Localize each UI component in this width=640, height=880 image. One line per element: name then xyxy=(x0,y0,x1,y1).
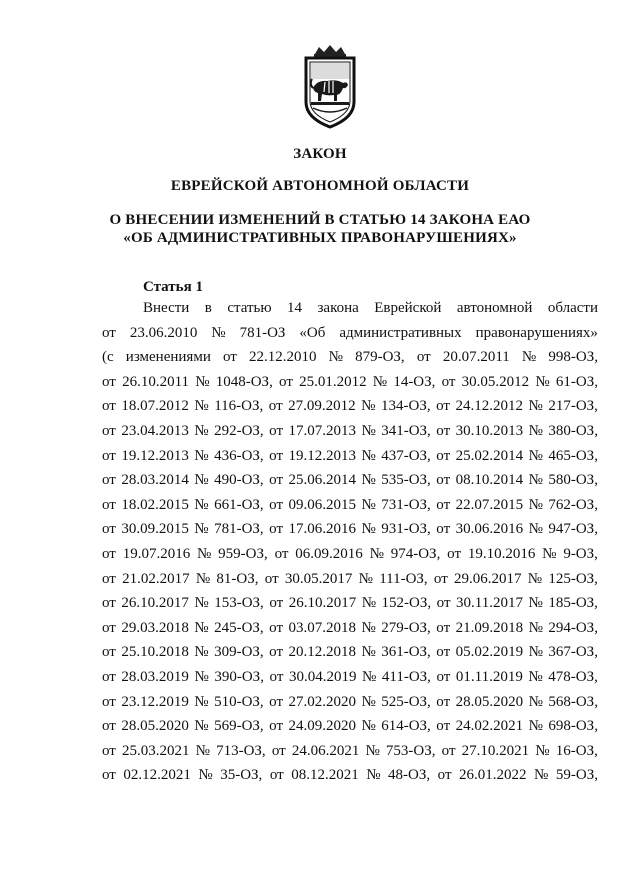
body-word: № xyxy=(528,693,543,710)
body-word: 27.09.2012 xyxy=(288,398,356,415)
body-word: 24.02.2021 xyxy=(455,718,524,735)
body-word: от xyxy=(269,718,283,735)
body-word: 510-ОЗ, xyxy=(214,693,264,710)
body-word: от xyxy=(436,619,451,636)
body-word: 20.07.2011 xyxy=(442,349,510,366)
body-word: от xyxy=(269,496,283,513)
body-word: 367-ОЗ, xyxy=(548,644,598,661)
body-word: 19.07.2016 xyxy=(122,545,191,562)
body-line xyxy=(102,665,598,690)
body-word: 569-ОЗ, xyxy=(214,718,264,735)
body-word: 361-ОЗ, xyxy=(381,644,431,661)
body-word: 35-ОЗ, xyxy=(220,767,263,784)
coat-of-arms-icon xyxy=(301,44,359,130)
body-word: № xyxy=(361,718,376,735)
body-word: «Об xyxy=(299,324,326,341)
body-word: № xyxy=(361,398,376,415)
body-word: 713-ОЗ, xyxy=(216,742,266,759)
body-word: № xyxy=(372,373,388,390)
body-word: № xyxy=(528,496,543,513)
body-word: 17.06.2016 xyxy=(288,521,356,538)
body-line xyxy=(102,616,598,641)
body-word: 153-ОЗ, xyxy=(214,595,264,612)
body-word: 16-ОЗ, xyxy=(555,742,598,759)
body-line xyxy=(102,640,598,665)
body-word: 437-ОЗ, xyxy=(381,447,431,464)
body-word: № xyxy=(528,595,543,612)
body-word: 30.05.2017 xyxy=(284,570,353,587)
body-word: (с xyxy=(102,349,114,366)
body-word: 279-ОЗ, xyxy=(381,619,431,636)
body-word: 134-ОЗ, xyxy=(381,398,431,415)
law-title-line-1: О ВНЕСЕНИИ ИЗМЕНЕНИЙ В СТАТЬЮ 14 ЗАКОНА ЕАО xyxy=(109,212,531,228)
body-line xyxy=(102,591,598,616)
body-word: от xyxy=(269,767,284,784)
body-word: 06.09.2016 xyxy=(295,545,363,562)
body-line xyxy=(102,567,598,592)
body-word: от xyxy=(437,767,452,784)
body-line xyxy=(102,739,598,764)
body-word: 111-ОЗ, xyxy=(379,570,428,587)
body-word: от xyxy=(223,349,237,366)
body-word: 05.02.2019 xyxy=(455,644,524,661)
body-word: 30.11.2017 xyxy=(456,595,523,612)
body-word: от xyxy=(441,742,456,759)
body-word: № xyxy=(369,545,384,562)
body-word: от xyxy=(102,545,116,562)
body-word: 19.10.2016 xyxy=(467,545,536,562)
body-word: № xyxy=(361,496,376,513)
body-word: от xyxy=(102,496,116,513)
body-word: № xyxy=(194,644,209,661)
body-word: № xyxy=(542,545,557,562)
body-word: от xyxy=(102,693,116,710)
body-line xyxy=(102,517,598,542)
body-word: № xyxy=(194,447,209,464)
body-word: № xyxy=(197,545,212,562)
body-word: от xyxy=(102,422,116,439)
body-word: от xyxy=(102,767,116,784)
body-word: 490-ОЗ, xyxy=(214,472,264,489)
body-word: 292-ОЗ, xyxy=(214,422,264,439)
body-word: от xyxy=(269,644,283,661)
body-word: № xyxy=(198,767,213,784)
body-word: от xyxy=(102,373,116,390)
body-word: 26.10.2017 xyxy=(121,595,189,612)
body-word: 48-ОЗ, xyxy=(388,767,431,784)
body-line xyxy=(102,296,598,321)
body-word: от xyxy=(102,718,116,735)
body-word: № xyxy=(528,422,543,439)
body-word: закона xyxy=(317,300,359,316)
body-word: изменениями xyxy=(125,349,211,366)
body-word: от xyxy=(269,668,284,685)
body-line xyxy=(102,394,598,419)
body-word: от xyxy=(447,545,462,562)
body-word: от xyxy=(102,324,116,341)
body-word: № xyxy=(194,521,209,538)
body-word: № xyxy=(361,595,377,612)
body-word: 28.03.2019 xyxy=(121,668,189,685)
body-word: 661-ОЗ, xyxy=(214,496,264,513)
body-word: от xyxy=(102,668,116,685)
body-word: 974-ОЗ, xyxy=(390,545,441,562)
body-word: 411-ОЗ, xyxy=(381,668,431,685)
body-word: 18.02.2015 xyxy=(121,496,189,513)
body-word: № xyxy=(528,668,543,685)
body-word: 25.02.2014 xyxy=(455,447,524,464)
body-word: № xyxy=(528,644,543,661)
article-body xyxy=(102,296,598,788)
body-line xyxy=(102,468,598,493)
body-word: от xyxy=(269,472,283,489)
body-word: № xyxy=(528,521,543,538)
body-word: 436-ОЗ, xyxy=(214,447,264,464)
body-word: от xyxy=(279,373,293,390)
body-word: 116-ОЗ, xyxy=(214,398,264,415)
body-word: 614-ОЗ, xyxy=(381,718,431,735)
body-word: от xyxy=(269,422,283,439)
body-word: от xyxy=(433,570,448,587)
body-word: 21.09.2018 xyxy=(455,619,524,636)
body-line xyxy=(102,444,598,469)
body-word: автономной xyxy=(456,300,533,316)
body-word: 26.10.2017 xyxy=(288,595,357,612)
body-word: 465-ОЗ, xyxy=(548,447,598,464)
body-line xyxy=(102,690,598,715)
body-word: № xyxy=(361,619,376,636)
body-word: 29.03.2018 xyxy=(121,619,189,636)
body-word: 185-ОЗ, xyxy=(548,595,598,612)
body-word: 08.10.2014 xyxy=(455,472,524,489)
body-word: № xyxy=(366,767,381,784)
body-line xyxy=(102,370,598,395)
body-word: 17.07.2013 xyxy=(288,422,356,439)
body-word: от xyxy=(264,570,279,587)
body-word: 125-ОЗ, xyxy=(548,570,598,587)
law-title-line-2: «ОБ АДМИНИСТРАТИВНЫХ ПРАВОНАРУШЕНИЯХ» xyxy=(123,230,517,246)
body-word: 309-ОЗ, xyxy=(214,644,264,661)
body-word: от xyxy=(436,422,451,439)
body-word: от xyxy=(102,742,116,759)
body-word: 01.11.2019 xyxy=(455,668,523,685)
body-word: № xyxy=(361,521,376,538)
body-line xyxy=(102,763,598,788)
body-word: 341-ОЗ, xyxy=(381,422,431,439)
body-word: № xyxy=(361,422,376,439)
body-word: 568-ОЗ, xyxy=(548,693,598,710)
body-word: от xyxy=(102,644,116,661)
body-word: от xyxy=(436,644,451,661)
body-word: № xyxy=(361,693,376,710)
body-word: № xyxy=(194,422,209,439)
body-word: 22.12.2010 xyxy=(249,349,317,366)
body-word: Внести xyxy=(143,300,190,316)
body-word: от xyxy=(102,595,116,612)
body-word: от xyxy=(436,398,450,415)
body-word: 61-ОЗ, xyxy=(555,373,598,390)
body-word: 28.05.2020 xyxy=(455,693,524,710)
body-word: 931-ОЗ, xyxy=(381,521,431,538)
body-word: 947-ОЗ, xyxy=(548,521,598,538)
body-word: 1048-ОЗ, xyxy=(215,373,273,390)
body-word: 380-ОЗ, xyxy=(548,422,598,439)
body-word: статью xyxy=(227,300,272,316)
body-word: от xyxy=(269,693,283,710)
body-word: 09.06.2015 xyxy=(288,496,356,513)
body-word: 781-ОЗ, xyxy=(214,521,264,538)
body-word: 9-ОЗ, xyxy=(563,545,598,562)
body-word: № xyxy=(194,472,209,489)
body-word: № xyxy=(194,668,209,685)
body-word: 535-ОЗ, xyxy=(381,472,431,489)
body-word: 294-ОЗ, xyxy=(548,619,598,636)
body-line xyxy=(102,321,598,346)
region-heading: ЕВРЕЙСКОЙ АВТОНОМНОЙ ОБЛАСТИ xyxy=(170,178,470,194)
body-word: № xyxy=(528,447,543,464)
body-word: 30.09.2015 xyxy=(121,521,189,538)
body-word: от xyxy=(441,373,456,390)
body-word: 30.06.2016 xyxy=(455,521,524,538)
body-word: 28.05.2020 xyxy=(121,718,189,735)
body-word: от xyxy=(436,693,451,710)
body-word: № xyxy=(195,373,210,390)
body-word: от xyxy=(436,472,451,489)
body-word: 29.06.2017 xyxy=(454,570,522,587)
body-word: правонарушениях» xyxy=(475,324,598,341)
body-word: № xyxy=(194,398,209,415)
body-word: от xyxy=(102,472,116,489)
body-word: № xyxy=(211,324,226,341)
body-word: административных xyxy=(339,324,462,341)
body-word: 08.12.2021 xyxy=(291,767,359,784)
body-word: 879-ОЗ, xyxy=(355,349,405,366)
body-word: № xyxy=(535,742,550,759)
body-word: 18.07.2012 xyxy=(121,398,189,415)
body-word: 25.10.2018 xyxy=(121,644,189,661)
body-word: № xyxy=(527,570,543,587)
body-word: № xyxy=(528,398,543,415)
body-word: 24.09.2020 xyxy=(288,718,356,735)
body-word: № xyxy=(194,595,209,612)
body-word: от xyxy=(436,668,451,685)
body-word: от xyxy=(416,349,431,366)
body-word: 25.03.2021 xyxy=(122,742,190,759)
body-word: от xyxy=(436,718,451,735)
body-word: 59-ОЗ, xyxy=(555,767,598,784)
body-word: 27.10.2021 xyxy=(461,742,530,759)
body-word: 02.12.2021 xyxy=(123,767,191,784)
body-word: № xyxy=(328,349,343,366)
body-word: 152-ОЗ, xyxy=(381,595,432,612)
body-word: № xyxy=(361,447,376,464)
body-line xyxy=(102,345,598,370)
body-word: 478-ОЗ, xyxy=(548,668,598,685)
body-word: 24.06.2021 xyxy=(291,742,360,759)
body-word: 26.10.2011 xyxy=(122,373,190,390)
body-word: № xyxy=(534,767,549,784)
body-word: 19.12.2013 xyxy=(121,447,189,464)
body-word: № xyxy=(195,570,211,587)
body-line xyxy=(102,714,598,739)
body-word: № xyxy=(362,668,377,685)
body-word: 959-ОЗ, xyxy=(218,545,268,562)
body-word: № xyxy=(195,742,210,759)
body-word: 24.12.2012 xyxy=(455,398,523,415)
body-word: 25.01.2012 xyxy=(299,373,367,390)
body-word: от xyxy=(102,570,116,587)
body-word: в xyxy=(204,300,212,316)
body-word: 30.04.2019 xyxy=(288,668,357,685)
body-word: № xyxy=(365,742,380,759)
body-word: от xyxy=(436,447,451,464)
body-word: 21.02.2017 xyxy=(122,570,190,587)
body-line xyxy=(102,542,598,567)
body-word: от xyxy=(102,447,116,464)
body-word: 28.03.2014 xyxy=(121,472,189,489)
body-word: № xyxy=(528,472,543,489)
body-word: № xyxy=(535,373,550,390)
body-word: 580-ОЗ, xyxy=(548,472,598,489)
body-word: 217-ОЗ, xyxy=(548,398,598,415)
body-word: от xyxy=(269,521,283,538)
body-word: 390-ОЗ, xyxy=(214,668,264,685)
body-word: 26.01.2022 xyxy=(459,767,527,784)
body-word: № xyxy=(361,472,376,489)
body-word: № xyxy=(194,718,209,735)
body-word: от xyxy=(268,398,283,415)
body-word: от xyxy=(102,398,116,415)
body-word: 81-ОЗ, xyxy=(216,570,259,587)
body-word: 30.05.2012 xyxy=(461,373,530,390)
article-title: Статья 1 xyxy=(143,279,203,295)
body-word: 30.10.2013 xyxy=(455,422,524,439)
body-word: от xyxy=(269,595,284,612)
body-word: 25.06.2014 xyxy=(288,472,356,489)
body-word: 23.06.2010 xyxy=(129,324,198,341)
body-word: 762-ОЗ, xyxy=(548,496,598,513)
body-word: 27.02.2020 xyxy=(288,693,356,710)
body-word: 245-ОЗ, xyxy=(214,619,264,636)
body-word: 998-ОЗ, xyxy=(548,349,598,366)
body-word: № xyxy=(194,693,209,710)
body-word: от xyxy=(271,742,286,759)
body-word: № xyxy=(521,349,537,366)
body-word: № xyxy=(358,570,373,587)
body-word: 23.04.2013 xyxy=(121,422,189,439)
body-word: от xyxy=(436,521,451,538)
body-word: 19.12.2013 xyxy=(288,447,356,464)
body-word: 753-ОЗ, xyxy=(385,742,436,759)
body-word: 22.07.2015 xyxy=(455,496,524,513)
body-line xyxy=(102,493,598,518)
body-word: № xyxy=(528,718,543,735)
body-line xyxy=(102,419,598,444)
body-word: 731-ОЗ, xyxy=(381,496,431,513)
body-word: от xyxy=(102,521,116,538)
body-word: 14 xyxy=(287,300,303,316)
body-word: № xyxy=(194,496,209,513)
body-word: 525-ОЗ, xyxy=(381,693,431,710)
body-word: 03.07.2018 xyxy=(288,619,356,636)
body-word: № xyxy=(361,644,376,661)
law-heading: ЗАКОН xyxy=(293,146,347,162)
body-word: от xyxy=(269,447,283,464)
body-word: 781-ОЗ xyxy=(239,324,286,341)
body-word: от xyxy=(274,545,289,562)
body-word: от xyxy=(436,496,451,513)
body-word: 14-ОЗ, xyxy=(393,373,436,390)
body-word: № xyxy=(528,619,543,636)
body-word: от xyxy=(436,595,451,612)
body-word: 23.12.2019 xyxy=(121,693,189,710)
body-word: от xyxy=(269,619,283,636)
body-word: 698-ОЗ, xyxy=(548,718,598,735)
body-word: № xyxy=(194,619,209,636)
body-word: от xyxy=(102,619,116,636)
body-word: Еврейской xyxy=(374,300,442,316)
body-word: области xyxy=(547,300,598,316)
body-word: 20.12.2018 xyxy=(288,644,356,661)
